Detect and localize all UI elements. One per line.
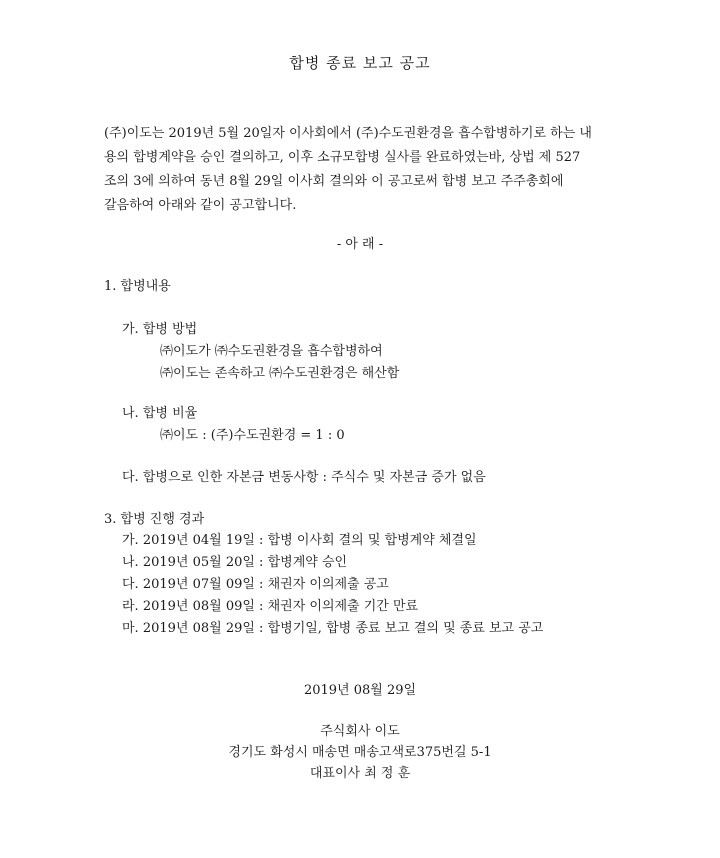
section3-heading: 3. 합병 진행 경과 (104, 512, 205, 527)
section1-b-line-1: ㈜이도 : (주)수도권환경 = 1 : 0 (160, 428, 345, 443)
intro-line-3: 조의 3에 의하여 동년 8월 29일 이사회 결의와 이 공고로써 합병 보고 주주총회에 (104, 174, 564, 189)
section3-item: 라. 2019년 08월 09일 : 채권자 이의제출 기간 만료 (122, 599, 419, 614)
section3-item: 마. 2019년 08월 29일 : 합병기일, 합병 종료 보고 결의 및 종료 보고 공고 (122, 621, 544, 636)
company-name: 주식회사 이도 (320, 724, 400, 739)
section1-a-line-2: ㈜이도는 존속하고 ㈜수도권환경은 해산함 (160, 366, 400, 381)
document-title: 합병 종료 보고 공고 (289, 54, 431, 72)
section3-item: 나. 2019년 05월 20일 : 합병계약 승인 (122, 555, 348, 570)
section1-b-label: 나. 합병 비율 (122, 406, 198, 421)
ceo-name: 대표이사 최 정 훈 (309, 766, 411, 781)
section1-a-line-1: ㈜이도가 ㈜수도권환경을 흡수합병하여 (160, 344, 383, 359)
section3-item: 가. 2019년 04월 19일 : 합병 이사회 결의 및 합병계약 체결일 (122, 533, 477, 548)
section1-c-label: 다. 합병으로 인한 자본금 변동사항 : 주식수 및 자본금 증가 없음 (122, 470, 486, 485)
company-address: 경기도 화성시 매송면 매송고색로375번길 5-1 (228, 745, 492, 760)
notice-marker: - 아 래 - (336, 237, 384, 252)
intro-line-1: (주)이도는 2019년 5월 20일자 이사회에서 (주)수도권환경을 흡수합병하기로 하는 내 (104, 126, 592, 141)
intro-line-4: 갈음하여 아래와 같이 공고합니다. (104, 198, 297, 213)
section3-item: 다. 2019년 07월 09일 : 채권자 이의제출 공고 (122, 577, 389, 592)
notice-date: 2019년 08월 29일 (303, 683, 417, 698)
section1-a-label: 가. 합병 방법 (122, 322, 198, 337)
section1-heading: 1. 합병내용 (104, 279, 171, 294)
intro-line-2: 용의 합병계약을 승인 결의하고, 이후 소규모합병 실사를 완료하였는바, 상법 제 527 (104, 150, 581, 165)
